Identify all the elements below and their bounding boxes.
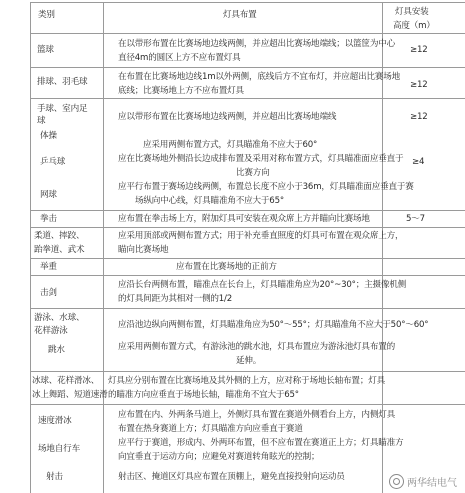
row-layout-line: 应布置在拳击场上方，附加灯具可安装在观众席上方并瞄向比赛场地 <box>118 214 370 224</box>
row-layout-line: 布置在热身赛道上方；灯具瞄准方向应垂直于赛道 <box>118 424 303 434</box>
row-layout-line: 直径4m的圆区上方不应布置灯具 <box>118 53 241 63</box>
row-layout-line: 应平行布置于赛场边线两侧，布置总长度不应小于36m，灯具瞄准面应垂直于赛 <box>118 182 414 192</box>
wechat-logo-icon <box>389 474 404 489</box>
row-height: ≥12 <box>410 80 428 90</box>
row-category: 体操 <box>40 131 57 141</box>
row-category: 球 <box>37 116 46 126</box>
table-rule <box>30 258 465 259</box>
row-category: 场地自行车 <box>38 444 80 454</box>
row-category: 排球、羽毛球 <box>37 77 88 87</box>
row-layout-line: 射击区、掩道区灯具应布置在顶棚上，避免直接投射向运动员 <box>118 472 345 482</box>
table-rule <box>30 67 465 68</box>
row-layout-line: 应采用两侧布置方式，有游泳池的跳水池，灯具布置应为游泳池灯具布置的 <box>118 342 395 352</box>
row-layout-line: 应采用两侧布置方式，灯具瞄准角不应大于60° <box>143 140 318 150</box>
header-height-line1: 灯具安装 <box>395 7 429 17</box>
row-layout-line: 比赛方向 <box>236 168 270 178</box>
row-layout-line: 应采用顶部或两侧布置方式；用于补充垂直照度的灯具可布置在观众席上方， <box>118 231 404 241</box>
table-rule <box>30 210 465 211</box>
row-layout-line: 瞄向比赛场地 <box>118 245 169 255</box>
row-category: 花样游泳 <box>34 326 68 336</box>
row-layout-line: 应沿池边纵向两侧布置，灯具瞄准角应为50°～55°；灯具瞄准角不应大于50°～60° <box>118 320 429 330</box>
watermark-text: 两华结电气 <box>407 478 457 489</box>
row-layout-line: 在以带形布置在比赛场地边线两侧，并应超出比赛场地端线；以篮筐为中心 <box>118 39 395 49</box>
table-rule <box>30 98 465 99</box>
row-layout-line: 应平行于赛道，形成内、外两环布置，但不应布置在赛道正上方；灯具瞄准方 <box>118 438 404 448</box>
table-rule <box>30 371 465 372</box>
header-layout: 灯具布置 <box>223 10 257 20</box>
table-rule <box>103 2 104 493</box>
row-layout-line: 应以带形布置在比赛场地边线两侧，并应超出比赛场地端线 <box>118 112 337 122</box>
row-layout-line: 应布置在比赛场地的正前方 <box>176 262 277 272</box>
row-category: 击剑 <box>40 288 57 298</box>
row-category: 网球 <box>40 190 57 200</box>
table-rule <box>30 2 465 3</box>
row-category: 射击 <box>46 472 63 482</box>
row-category: 冰上舞蹈、短道速滑 <box>32 390 108 400</box>
row-layout-line: 应沿长台两侧布置，瞄准点在长台上，灯具瞄准角应为20°~30°；主摄像机侧 <box>118 280 407 290</box>
table-rule <box>30 33 465 34</box>
row-height: ≥4 <box>412 157 425 167</box>
row-height: ≥12 <box>410 112 428 122</box>
table-rule <box>30 2 31 493</box>
row-layout-line: 向宜垂直于运动方向；应避免对赛道转角眩光的控制； <box>118 452 320 462</box>
row-category: 乒乓球 <box>40 157 66 167</box>
header-height-line2: 高度（m） <box>393 21 435 31</box>
row-category: 跳水 <box>48 345 65 355</box>
table-rule <box>30 275 465 276</box>
row-category: 举重 <box>40 262 57 272</box>
watermark <box>389 474 457 489</box>
table-rule <box>30 404 465 405</box>
row-layout-line: 在布置在比赛场地边线1m以外两侧，底线后方不宜布灯，并应超出比赛场地 <box>118 72 401 82</box>
row-category: 手球、室内足 <box>37 104 88 114</box>
row-category: 速度滑冰 <box>38 416 72 426</box>
row-category: 跆拳道、武术 <box>34 245 85 255</box>
row-category: 拳击 <box>40 214 57 224</box>
header-category: 类别 <box>38 10 55 20</box>
row-category: 冰球、花样滑冰、 <box>32 376 100 386</box>
row-layout-line: 应布置在内、外两条马道上，外侧灯具布置在赛道外侧看台上方，内侧灯具 <box>118 410 395 420</box>
row-layout-line: 的瞄准方向应垂直于场地长轴，瞄准角不宜大于65° <box>108 390 299 400</box>
row-category: 篮球 <box>37 45 54 55</box>
row-layout-line: 底线；比赛场地上方不应布置灯具 <box>118 86 244 96</box>
row-layout-line: 延伸。 <box>236 356 262 366</box>
table-rule <box>30 308 465 309</box>
table-rule <box>30 227 465 228</box>
row-category: 游泳、水球、 <box>34 313 85 323</box>
row-layout-line: 应在比赛场地外侧沿长边成排布置及采用对称布置方式，灯具瞄准面应垂直于 <box>118 154 404 164</box>
row-layout-line: 的灯具间距为其相对一侧的1/2 <box>118 294 232 304</box>
row-layout-line: 灯具应分别布置在比赛场地及其外侧的上方，应对称于场地长轴布置；灯具 <box>108 376 385 386</box>
row-height: ≥12 <box>410 45 428 55</box>
row-layout-line: 场纵向中心线，灯具瞄准角不应大于65° <box>135 196 284 206</box>
row-height: 5～7 <box>406 214 425 224</box>
row-category: 柔道、摔跤、 <box>34 231 85 241</box>
